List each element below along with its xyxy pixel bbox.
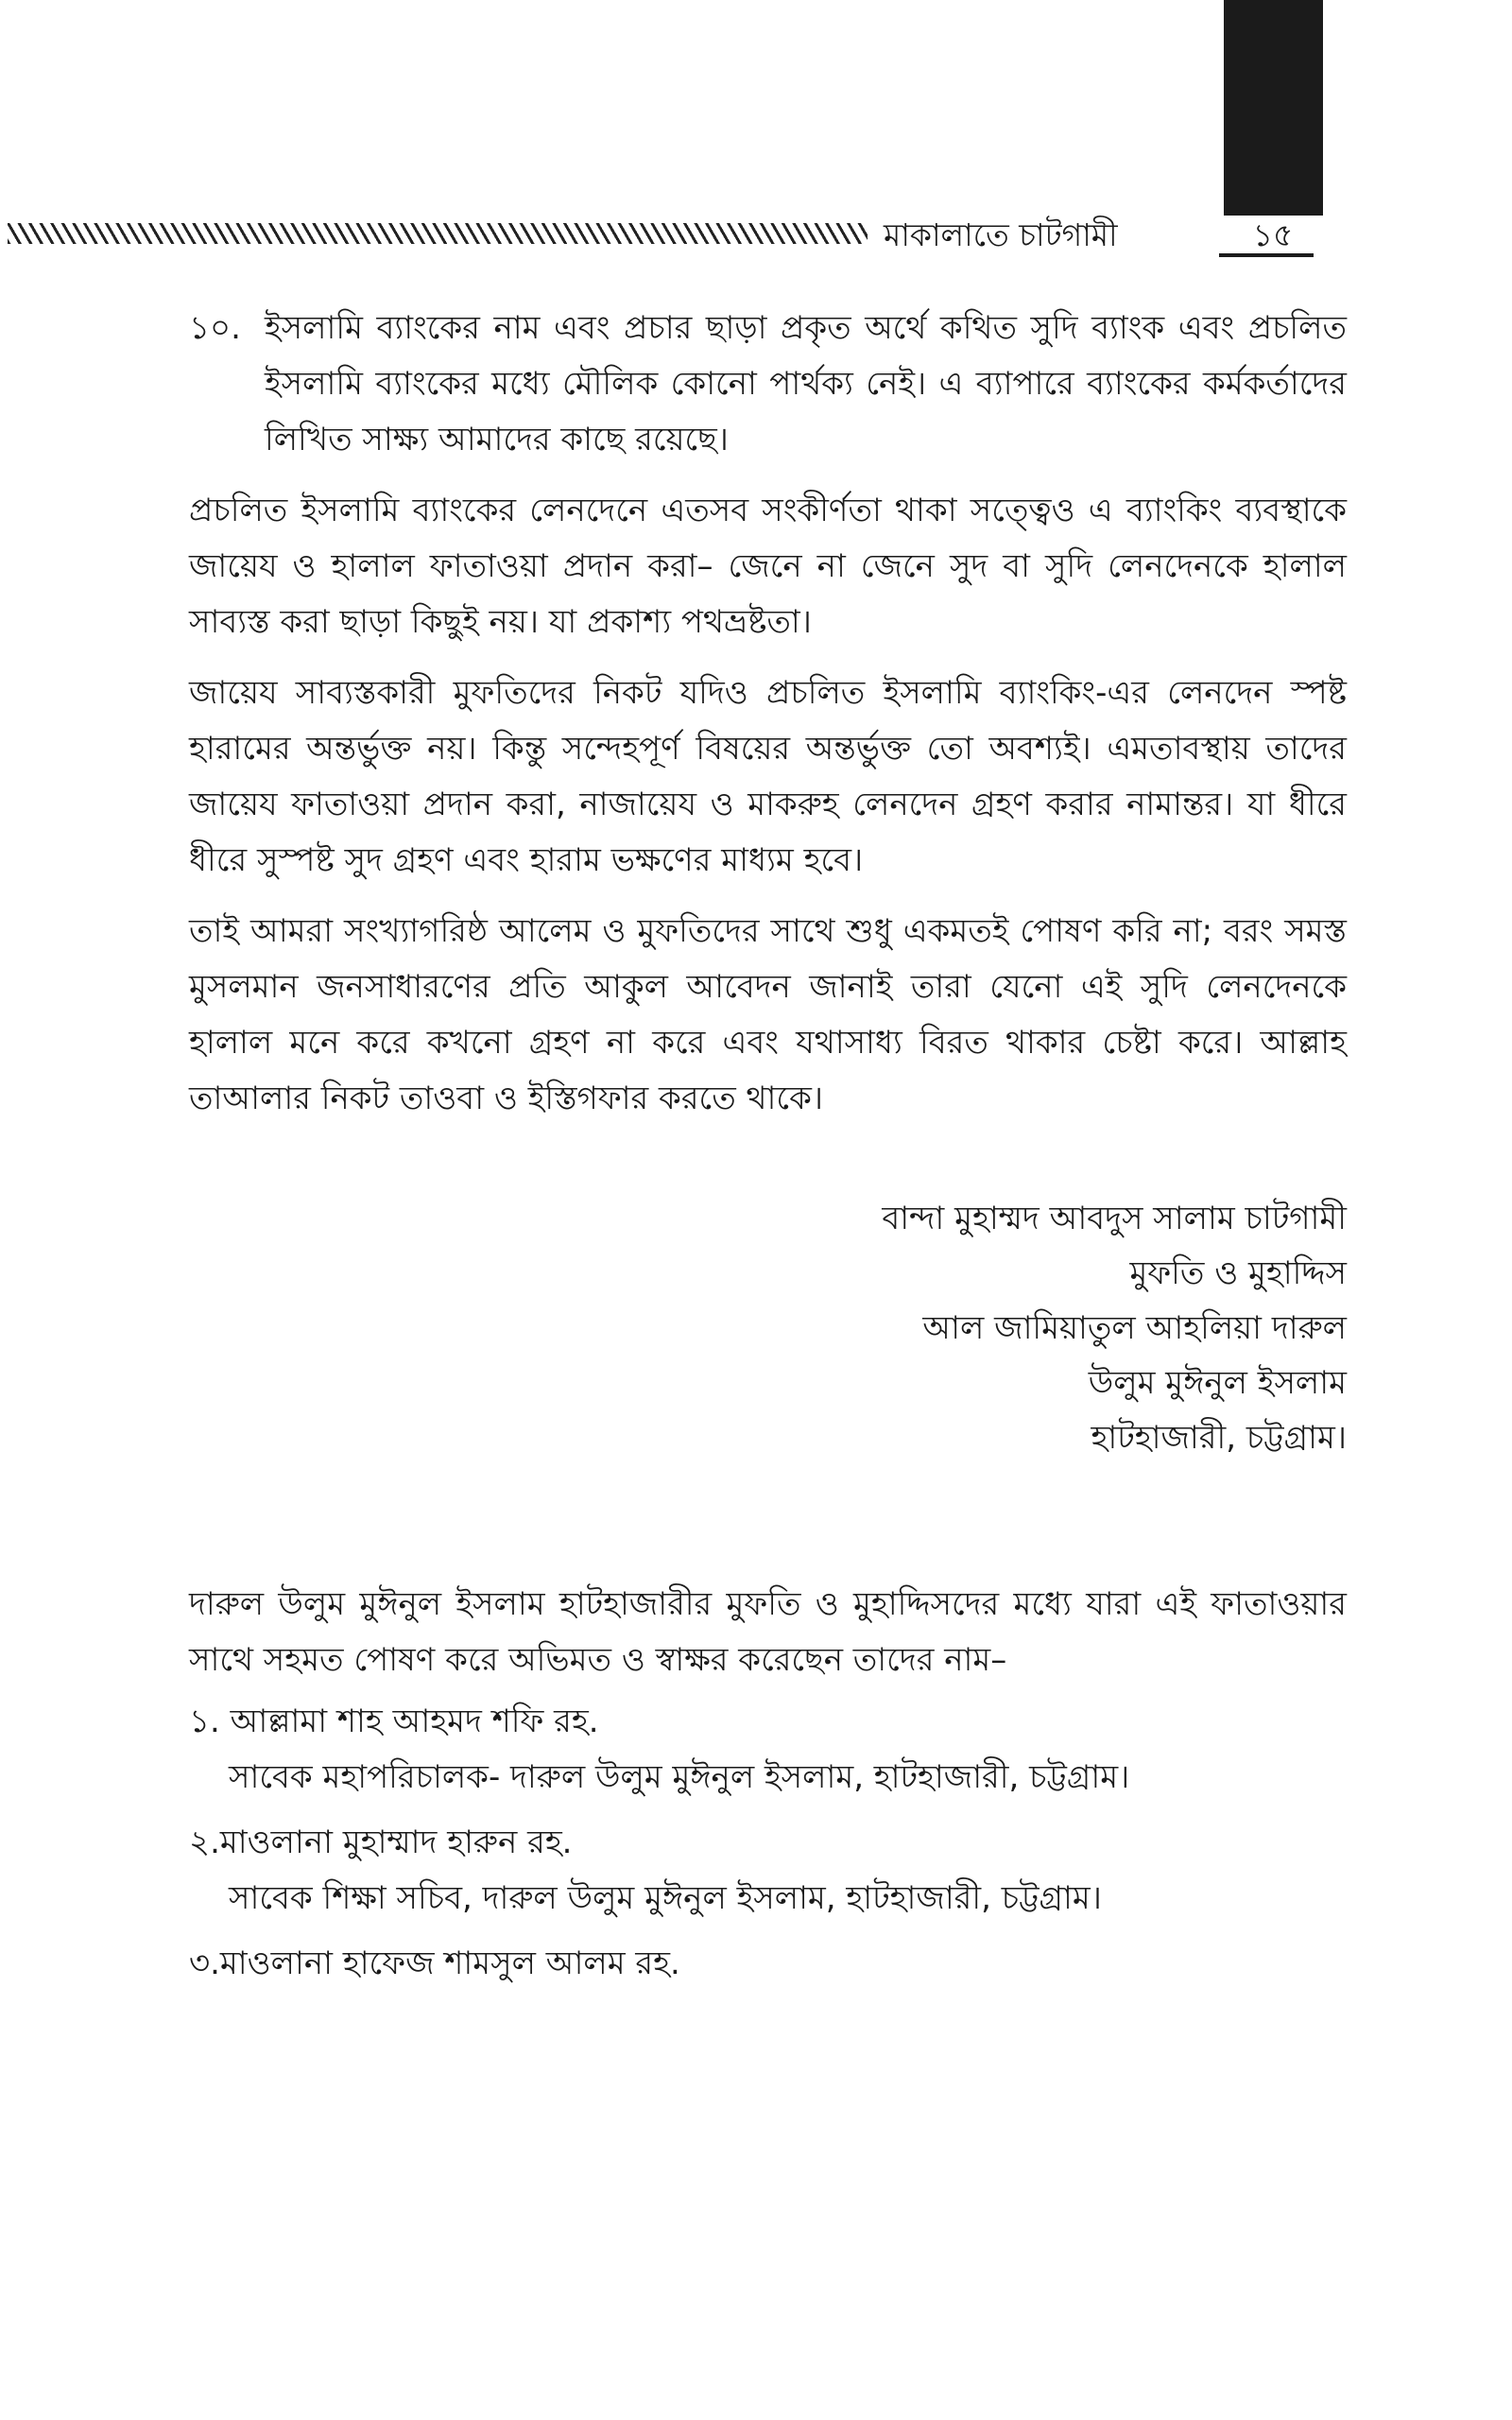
signatory-title: সাবেক শিক্ষা সচিব, দারুল উলুম মুঈনুল ইসলাম, হাটহাজারী, চট্টগ্রাম। (229, 1879, 1102, 1917)
point-number: ১০. (189, 309, 241, 347)
page-number: ১৫ (1252, 216, 1294, 253)
signature-line: মুফতি ও মুহাদ্দিস (1129, 1254, 1347, 1292)
page-body (189, 301, 1347, 2001)
signature-line: আল জামিয়াতুল আহলিয়া দারুল (922, 1309, 1347, 1347)
point-text: ইসলামি ব্যাংকের নাম এবং প্রচার ছাড়া প্রকৃত অর্থে কথিত সুদি ব্যাংক এবং প্রচলিত ইসলামি ব্যাংকের মধ্যে মৌলিক কোনো পার্থক্য নেই। এ ব্যাপারে ব্যাংকের কর্মকর্তাদের লিখিত সাক্ষ্য আমাদের কাছে রয়েছে। (265, 309, 1347, 458)
header-hatch-decoration (8, 223, 868, 244)
signatory-name: ১. আল্লামা শাহ আহমদ শফি রহ. (189, 1703, 599, 1740)
running-title: মাকালাতে চাটগামী (884, 216, 1118, 253)
signature-line: হাটহাজারী, চট্টগ্রাম। (1091, 1419, 1347, 1457)
page-header (0, 216, 1512, 272)
signatory-name: ৩.মাওলানা হাফেজ শামসুল আলম রহ. (189, 1945, 680, 1982)
list-item (189, 1694, 1347, 1806)
page-tab-marker (1224, 0, 1323, 216)
signature-line: বান্দা মুহাম্মদ আবদুস সালাম চাটগামী (882, 1200, 1347, 1237)
numbered-point (189, 301, 1347, 468)
signature-block (189, 1191, 1347, 1465)
signatory-name: ২.মাওলানা মুহাম্মাদ হারুন রহ. (189, 1824, 573, 1861)
signature-line: উলুম মুঈনুল ইসলাম (1088, 1364, 1347, 1402)
list-item (189, 1936, 1347, 1992)
paragraph: তাই আমরা সংখ্যাগরিষ্ঠ আলেম ও মুফতিদের সাথে শুধু একমতই পোষণ করি না; বরং সমস্ত মুসলমান জনসাধারণের প্রতি আকুল আবেদন জানাই তারা যেনো এই সুদি লেনদেনকে হালাল মনে করে কখনো গ্রহণ না করে এবং যথাসাধ্য বিরত থাকার চেষ্টা করে। আল্লাহ তাআলার নিকট তাওবা ও ইস্তিগফার করতে থাকে। (189, 912, 1347, 1117)
paragraph: জায়েয সাব্যস্তকারী মুফতিদের নিকট যদিও প্রচলিত ইসলামি ব্যাংকিং-এর লেনদেন স্পষ্ট হারামের অন্তর্ভুক্ত নয়। কিন্তু সন্দেহপূর্ণ বিষয়ের অন্তর্ভুক্ত তো অবশ্যই। এমতাবস্থায় তাদের জায়েয ফাতাওয়া প্রদান করা, নাজায়েয ও মাকরুহ লেনদেন গ্রহণ করার নামান্তর। যা ধীরে ধীরে সুস্পষ্ট সুদ গ্রহণ এবং হারাম ভক্ষণের মাধ্যম হবে। (189, 674, 1347, 879)
paragraph: প্রচলিত ইসলামি ব্যাংকের লেনদেনে এতসব সংকীর্ণতা থাকা সত্ত্বেও এ ব্যাংকিং ব্যবস্থাকে জায়েয ও হালাল ফাতাওয়া প্রদান করা– জেনে না জেনে সুদ বা সুদি লেনদেনকে হালাল সাব্যস্ত করা ছাড়া কিছুই নয়। যা প্রকাশ্য পথভ্রষ্টতা। (189, 492, 1348, 641)
header-rule (1219, 253, 1314, 257)
signatory-title: সাবেক মহাপরিচালক- দারুল উলুম মুঈনুল ইসলাম, হাটহাজারী, চট্টগ্রাম। (229, 1758, 1130, 1796)
signatories-list (189, 1694, 1347, 1992)
signatories-intro: দারুল উলুম মুঈনুল ইসলাম হাটহাজারীর মুফতি ও মুহাদ্দিসদের মধ্যে যারা এই ফাতাওয়ার সাথে সহমত পোষণ করে অভিমত ও স্বাক্ষর করেছেন তাদের নাম– (189, 1585, 1347, 1679)
list-item (189, 1815, 1347, 1927)
